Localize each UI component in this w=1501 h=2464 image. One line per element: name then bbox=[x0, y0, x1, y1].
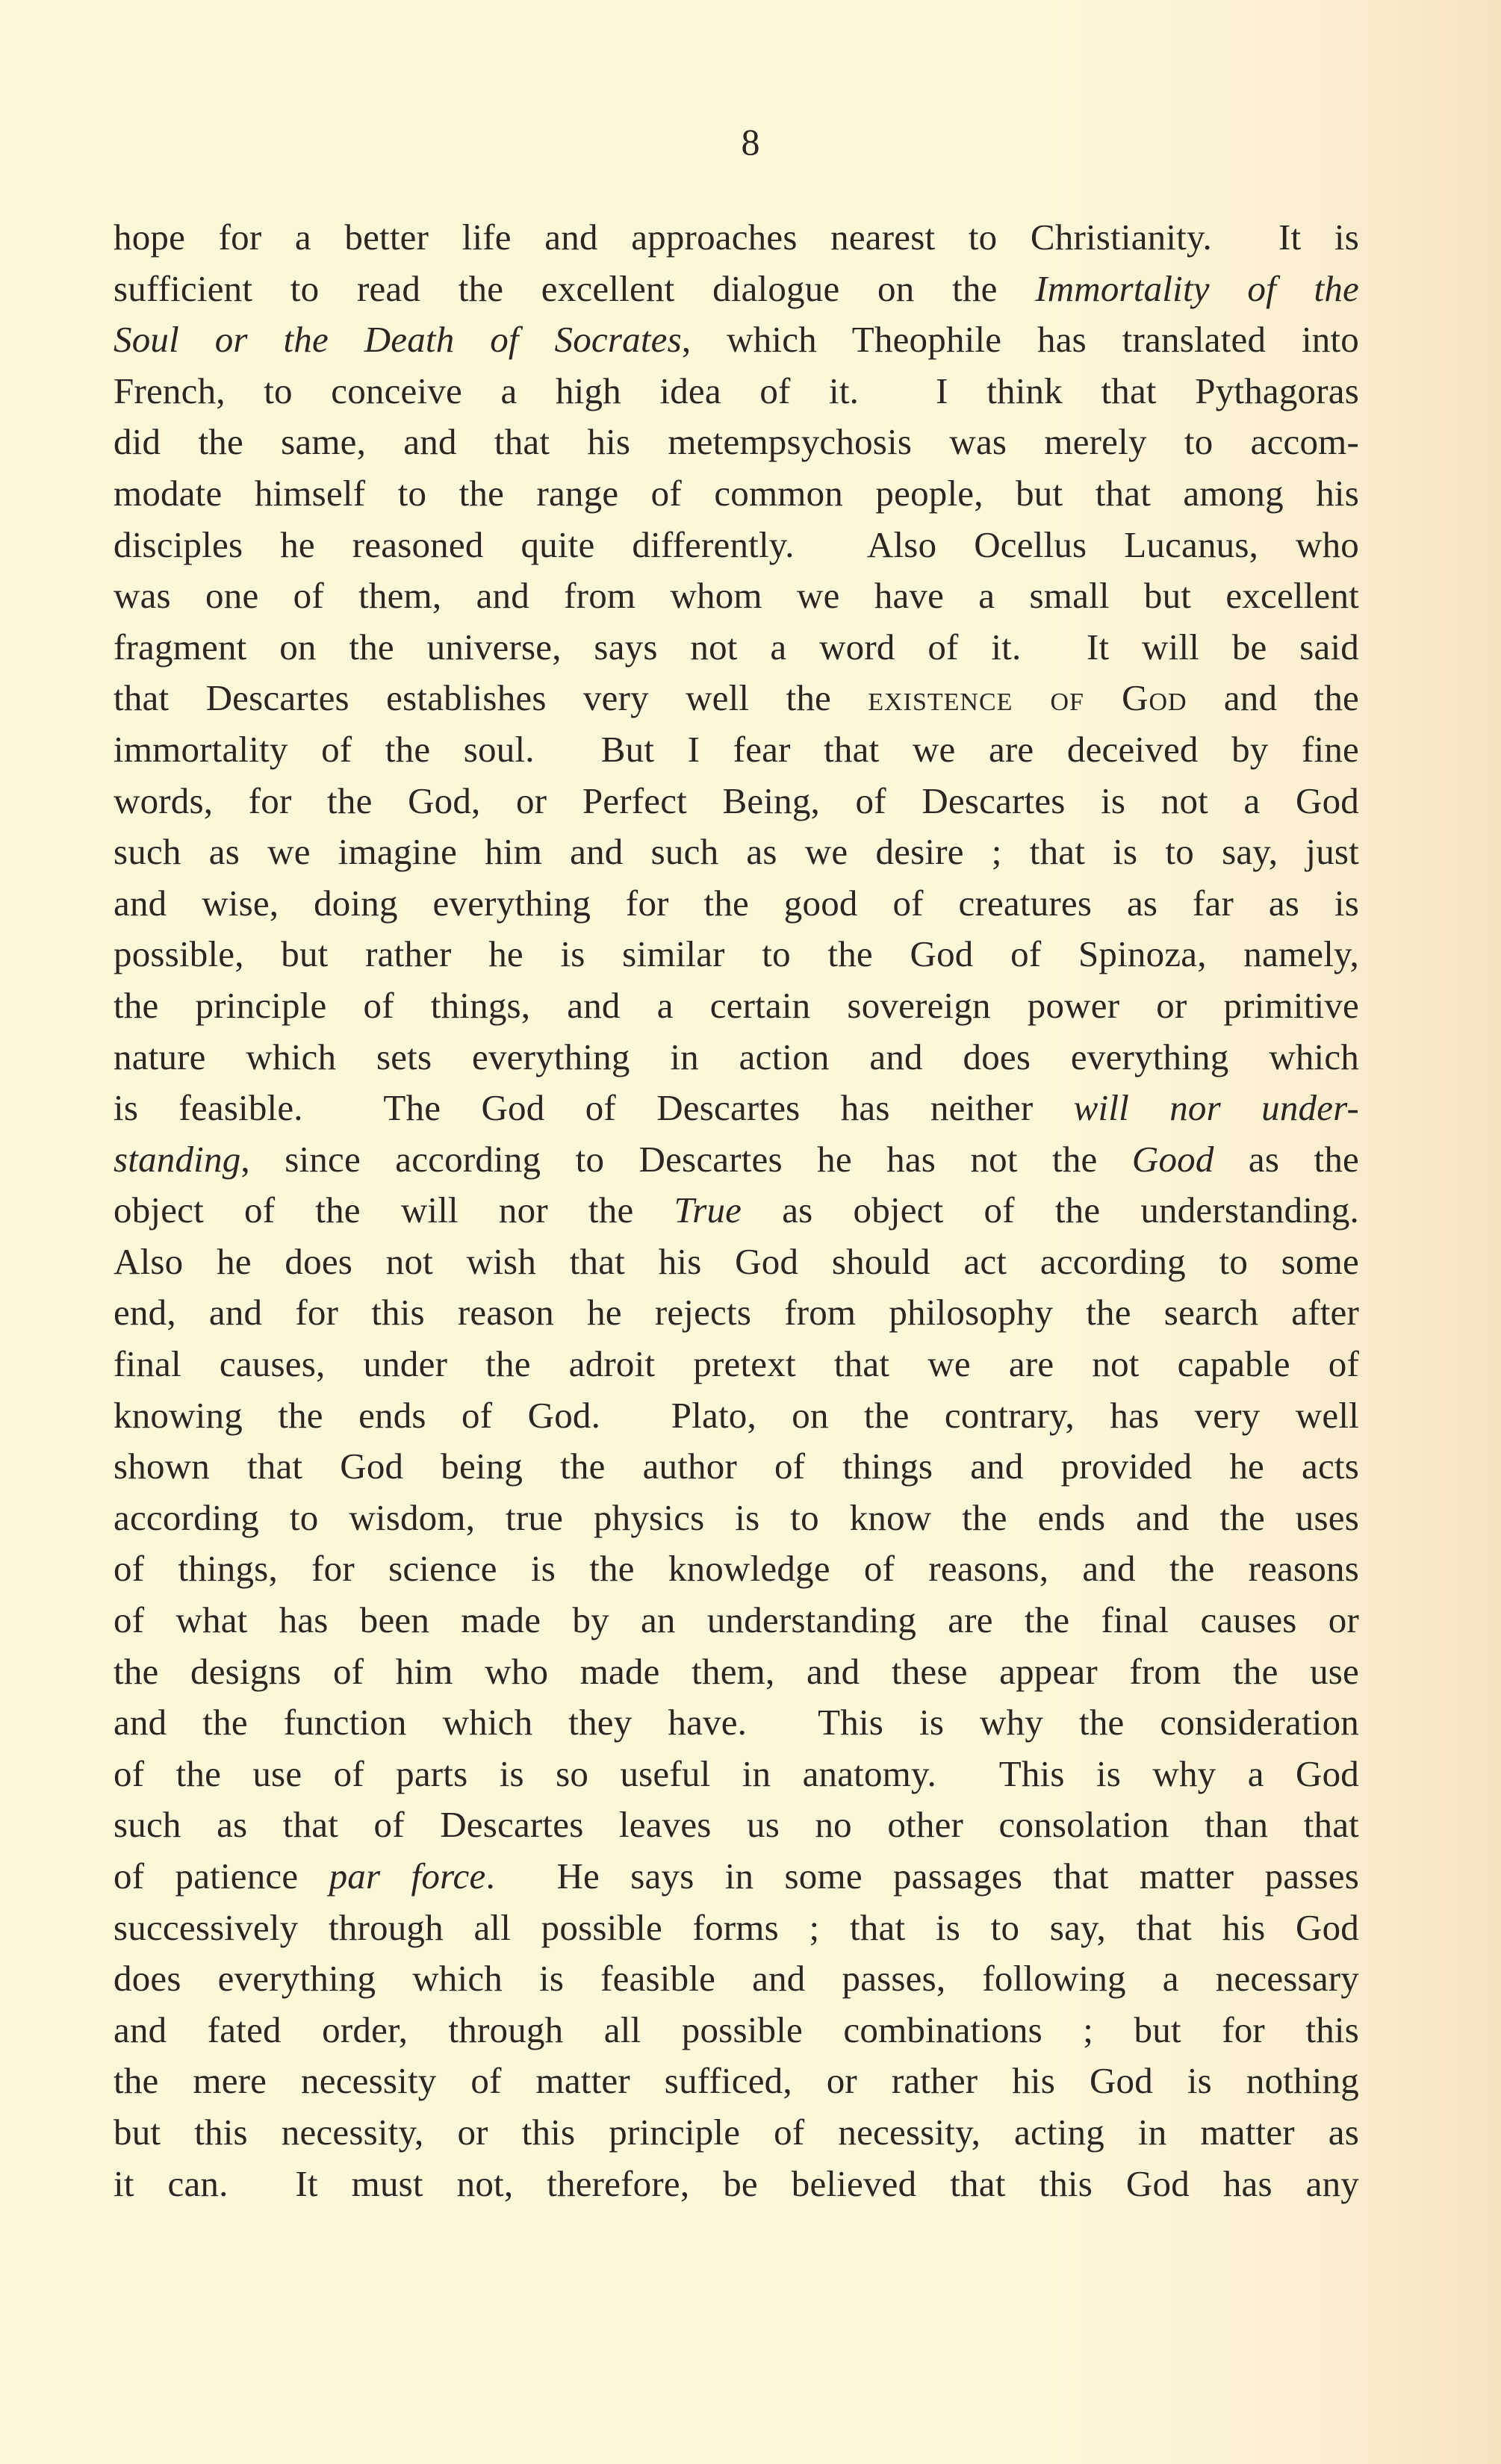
text-line-content bbox=[114, 2005, 1359, 2056]
text-line-content bbox=[114, 878, 1359, 930]
text-span: disciples he reasoned quite differently. Also Ocellus Lucanus, who bbox=[114, 523, 1359, 565]
text-span: end, and for this reason he rejects from philosophy the search after bbox=[114, 1292, 1359, 1334]
text-line-content bbox=[114, 1903, 1359, 1954]
text-line bbox=[114, 1493, 1359, 1544]
text-span: and wise, doing everything for the good of creatures as far as is bbox=[114, 882, 1359, 924]
text-line bbox=[114, 1953, 1359, 2005]
italic-text: standing bbox=[114, 1138, 241, 1180]
text-line bbox=[114, 827, 1359, 878]
text-line bbox=[114, 776, 1359, 827]
italic-text: par force bbox=[329, 1855, 486, 1897]
text-line bbox=[114, 1390, 1359, 1442]
text-span: it can. It must not, therefore, be believed that this God has any bbox=[114, 2162, 1359, 2204]
small-caps-text: existence of God bbox=[868, 677, 1187, 719]
text-line-content bbox=[114, 314, 1359, 366]
text-line bbox=[114, 1134, 1359, 1186]
text-span: the principle of things, and a certain sovereign power or primitive bbox=[114, 984, 1359, 1026]
text-line-content bbox=[114, 1287, 1359, 1339]
text-span: such as that of Descartes leaves us no other consolation than that bbox=[114, 1804, 1359, 1846]
text-span: , since according to Descartes he has not the bbox=[240, 1138, 1132, 1180]
italic-text: True bbox=[674, 1189, 742, 1231]
text-line bbox=[114, 520, 1359, 571]
page-number: 8 bbox=[741, 121, 760, 163]
text-span: and the bbox=[1187, 677, 1359, 719]
text-span: of patience bbox=[114, 1855, 329, 1897]
body-text bbox=[114, 212, 1359, 2209]
text-line bbox=[114, 1287, 1359, 1339]
italic-text: will nor under- bbox=[1073, 1087, 1360, 1129]
italic-text: Immortality of the bbox=[1035, 267, 1359, 309]
text-span: , which Theophile has translated into bbox=[681, 319, 1359, 361]
text-line-content bbox=[114, 1390, 1359, 1442]
text-line bbox=[114, 1697, 1359, 1749]
text-line-content bbox=[114, 1083, 1359, 1134]
text-span: modate himself to the range of common people, but that among his bbox=[114, 472, 1359, 514]
text-line-content bbox=[114, 1236, 1359, 1288]
text-line-content bbox=[114, 980, 1359, 1032]
text-line-content bbox=[114, 1749, 1359, 1800]
text-span: did the same, and that his metempsychosis was merely to accom- bbox=[114, 421, 1359, 463]
text-span: the mere necessity of matter sufficed, or rather his God is nothing bbox=[114, 2060, 1359, 2102]
text-line bbox=[114, 1799, 1359, 1851]
text-span: Also he does not wish that his God should act according to some bbox=[114, 1240, 1359, 1282]
text-line-content bbox=[114, 673, 1359, 724]
text-line bbox=[114, 1903, 1359, 1954]
text-line-content bbox=[114, 1697, 1359, 1749]
text-line-content bbox=[114, 827, 1359, 878]
text-line bbox=[114, 878, 1359, 930]
text-line-content bbox=[114, 929, 1359, 980]
text-span: knowing the ends of God. Plato, on the contrary, has very well bbox=[114, 1394, 1359, 1436]
text-line bbox=[114, 1543, 1359, 1595]
text-line bbox=[114, 468, 1359, 520]
text-line-content bbox=[114, 1799, 1359, 1851]
text-line-content bbox=[114, 1543, 1359, 1595]
text-span: as the bbox=[1213, 1138, 1359, 1180]
text-span: does everything which is feasible and passes, following a necessary bbox=[114, 1958, 1359, 2000]
text-span: successively through all possible forms ; that is to say, that his God bbox=[114, 1906, 1359, 1948]
text-line bbox=[114, 2056, 1359, 2107]
text-span: object of the will nor the bbox=[114, 1189, 674, 1231]
text-span: according to wisdom, true physics is to know the ends and the uses bbox=[114, 1496, 1359, 1538]
text-line bbox=[114, 1595, 1359, 1646]
text-line bbox=[114, 417, 1359, 468]
text-span: and fated order, through all possible combinations ; but for this bbox=[114, 2009, 1359, 2050]
text-line-content bbox=[114, 776, 1359, 827]
text-line-content bbox=[114, 1646, 1359, 1698]
text-span: was one of them, and from whom we have a small but excellent bbox=[114, 575, 1359, 617]
text-span: the designs of him who made them, and these appear from the use bbox=[114, 1650, 1359, 1692]
text-line-content bbox=[114, 570, 1359, 622]
text-line bbox=[114, 1646, 1359, 1698]
text-span: nature which sets everything in action and does everything which bbox=[114, 1036, 1359, 1077]
text-line-content bbox=[114, 366, 1359, 417]
text-span: French, to conceive a high idea of it. I think that Pythagoras bbox=[114, 370, 1359, 411]
text-line-content bbox=[114, 1134, 1359, 1186]
text-span: of the use of parts is so useful in anatomy. This is why a God bbox=[114, 1752, 1359, 1794]
text-line-content bbox=[114, 2107, 1359, 2159]
text-span: as object of the understanding. bbox=[742, 1189, 1359, 1231]
text-span: sufficient to read the excellent dialogue on the bbox=[114, 267, 1036, 309]
text-line-content bbox=[114, 724, 1359, 776]
text-line-content bbox=[114, 1851, 1359, 1903]
text-line bbox=[114, 1236, 1359, 1288]
text-line bbox=[114, 724, 1359, 776]
text-line bbox=[114, 212, 1359, 264]
text-span: but this necessity, or this principle of necessity, acting in matter as bbox=[114, 2111, 1359, 2153]
text-line-content bbox=[114, 264, 1359, 315]
text-span: that Descartes establishes very well the bbox=[114, 677, 868, 719]
text-span: possible, but rather he is similar to the God of Spinoza, namely, bbox=[114, 933, 1359, 975]
text-line bbox=[114, 1185, 1359, 1236]
text-span: and the function which they have. This is why the consideration bbox=[114, 1702, 1359, 1743]
text-line-content bbox=[114, 1339, 1359, 1390]
text-line bbox=[114, 2159, 1359, 2210]
text-span: immortality of the soul. But I fear that we are deceived by fine bbox=[114, 728, 1359, 770]
text-line bbox=[114, 1083, 1359, 1134]
text-span: . He says in some passages that matter passes bbox=[485, 1855, 1359, 1897]
text-line-content bbox=[114, 2056, 1359, 2107]
text-span: shown that God being the author of things and provided he acts bbox=[114, 1446, 1359, 1487]
text-line bbox=[114, 1441, 1359, 1493]
text-line-content bbox=[114, 1953, 1359, 2005]
italic-text: Soul or the Death of Socrates bbox=[114, 319, 682, 361]
text-line-content bbox=[114, 1185, 1359, 1236]
text-line-content bbox=[114, 1441, 1359, 1493]
text-line bbox=[114, 1749, 1359, 1800]
text-span: final causes, under the adroit pretext that we are not capable of bbox=[114, 1343, 1359, 1385]
italic-text: Good bbox=[1131, 1138, 1214, 1180]
text-line bbox=[114, 570, 1359, 622]
text-line bbox=[114, 1032, 1359, 1083]
text-line bbox=[114, 2005, 1359, 2056]
text-line bbox=[114, 622, 1359, 673]
text-span: words, for the God, or Perfect Being, of Descartes is not a God bbox=[114, 780, 1359, 821]
text-line bbox=[114, 929, 1359, 980]
text-line bbox=[114, 2107, 1359, 2159]
text-span: such as we imagine him and such as we desire ; that is to say, just bbox=[114, 831, 1359, 873]
text-span: is feasible. The God of Descartes has neither bbox=[114, 1087, 1074, 1129]
text-span: hope for a better life and approaches nearest to Christianity. It is bbox=[114, 217, 1359, 258]
text-line-content bbox=[114, 2159, 1359, 2210]
text-line-content bbox=[114, 622, 1359, 673]
text-line-content bbox=[114, 468, 1359, 520]
text-line bbox=[114, 980, 1359, 1032]
text-line bbox=[114, 673, 1359, 724]
text-line bbox=[114, 366, 1359, 417]
text-line bbox=[114, 1339, 1359, 1390]
text-line bbox=[114, 1851, 1359, 1903]
text-span: fragment on the universe, says not a word of it. It will be said bbox=[114, 626, 1359, 668]
text-span: of what has been made by an understanding are the final causes or bbox=[114, 1599, 1359, 1641]
text-line-content bbox=[114, 1032, 1359, 1083]
text-line bbox=[114, 314, 1359, 366]
text-line-content bbox=[114, 520, 1359, 571]
text-line-content bbox=[114, 212, 1359, 264]
text-line bbox=[114, 264, 1359, 315]
text-line-content bbox=[114, 1493, 1359, 1544]
text-line-content bbox=[114, 417, 1359, 468]
text-line-content bbox=[114, 1595, 1359, 1646]
text-span: of things, for science is the knowledge of reasons, and the reasons bbox=[114, 1548, 1359, 1590]
